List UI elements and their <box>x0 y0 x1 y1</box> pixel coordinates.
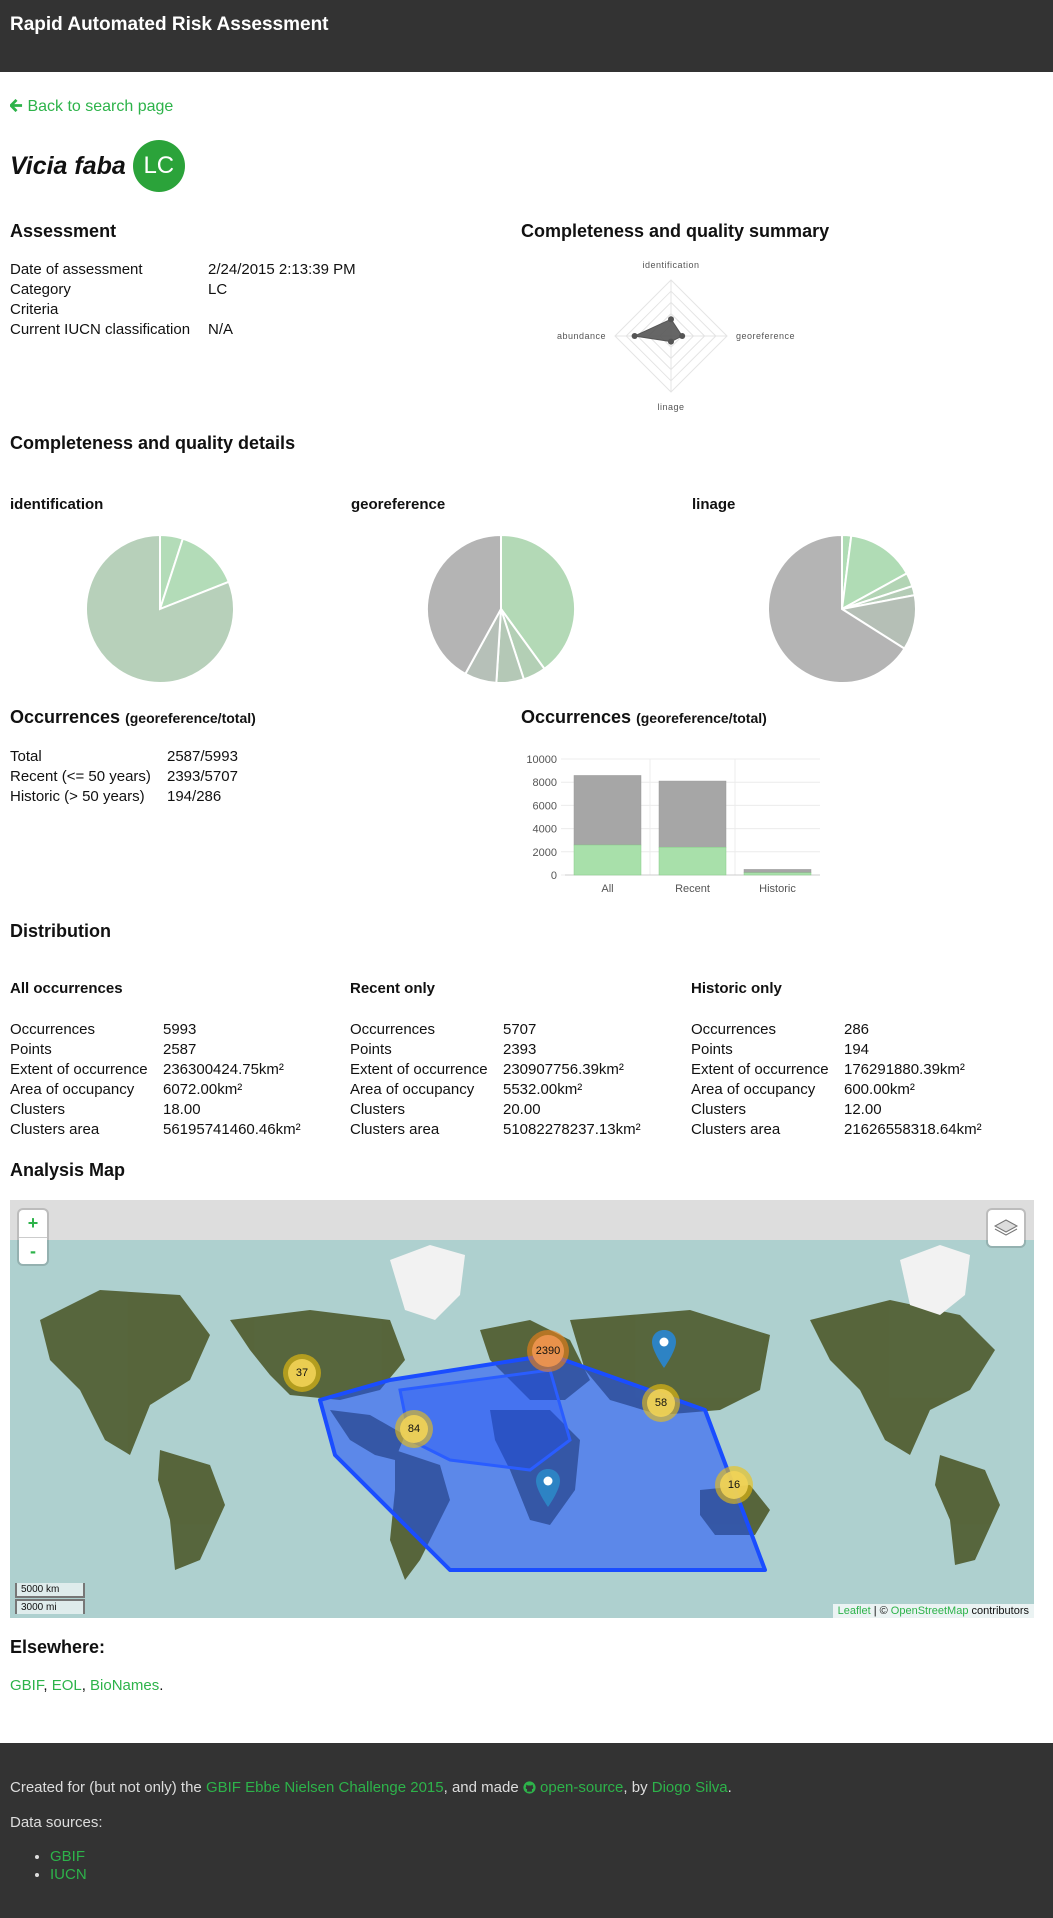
occurrences-value: 2587/5993 <box>167 748 238 765</box>
bar-segment-georeferenced <box>574 845 641 875</box>
distribution-row <box>350 1081 651 1101</box>
distribution-label: Points <box>10 1041 52 1058</box>
bar-y-tick-label: 10000 <box>526 754 557 766</box>
radar-axis-label: georeference <box>736 331 796 341</box>
assessment-row <box>10 261 366 281</box>
distribution-value: 5707 <box>503 1021 537 1038</box>
leaflet-link[interactable]: Leaflet <box>837 1605 871 1617</box>
cluster-count: 58 <box>647 1389 675 1417</box>
analysis-map[interactable] <box>10 1200 1034 1618</box>
distribution-value: 18.00 <box>163 1101 201 1118</box>
distribution-row <box>10 1081 311 1101</box>
occurrences-value: 2393/5707 <box>167 768 238 785</box>
openstreetmap-link[interactable]: OpenStreetMap <box>890 1605 969 1617</box>
distribution-label: Points <box>691 1041 733 1058</box>
assessment-value: 2/24/2015 2:13:39 PM <box>208 261 356 278</box>
bar-segment-total <box>744 869 811 872</box>
map-attribution <box>833 1604 1034 1618</box>
distribution-value: 21626558318.64km² <box>844 1121 982 1138</box>
cluster-count: 84 <box>400 1415 428 1443</box>
elsewhere-heading: Elsewhere: <box>10 1637 106 1657</box>
map-heading: Analysis Map <box>10 1160 126 1180</box>
linage-pie-chart <box>767 534 917 684</box>
occurrences-label: Historic (> 50 years) <box>10 788 145 805</box>
details-heading: Completeness and quality details <box>10 433 296 453</box>
assessment-value: LC <box>208 281 228 298</box>
bar-segment-georeferenced <box>659 847 726 875</box>
data-source-item <box>50 1848 87 1866</box>
distribution-group-title: Recent only <box>350 980 436 997</box>
distribution-label: Extent of occurrence <box>10 1061 148 1078</box>
pie-title-georeference: georeference <box>351 496 446 513</box>
back-label: Back to search page <box>27 98 174 115</box>
zoom-in-button[interactable]: + <box>27 1213 39 1233</box>
distribution-row <box>10 1121 311 1141</box>
cluster-count: 2390 <box>532 1335 564 1367</box>
assessment-label: Current IUCN classification <box>10 321 191 338</box>
distribution-value: 5532.00km² <box>503 1081 583 1098</box>
distribution-label: Occurrences <box>10 1021 96 1038</box>
bar-y-tick-label: 8000 <box>532 777 557 790</box>
occurrences-table <box>10 748 248 808</box>
distribution-row <box>350 1101 651 1121</box>
radar-axis-label: linage <box>657 402 685 412</box>
footer <box>0 1743 1053 1918</box>
bionames-link[interactable]: BioNames <box>90 1677 160 1694</box>
map-scale <box>15 1583 85 1614</box>
occurrences-chart-heading <box>521 707 767 728</box>
distribution-label: Clusters <box>691 1101 747 1118</box>
distribution-row <box>10 1041 311 1061</box>
footer-text: , by <box>623 1779 648 1796</box>
assessment-value <box>208 301 366 321</box>
gbif-link[interactable]: GBIF <box>10 1677 44 1694</box>
assessment-table <box>10 261 366 341</box>
distribution-value: 56195741460.46km² <box>163 1121 301 1138</box>
github-icon <box>523 1781 536 1794</box>
assessment-label: Category <box>10 281 71 298</box>
data-source-iucn-link[interactable]: IUCN <box>50 1866 87 1883</box>
distribution-row <box>350 1041 651 1061</box>
radar-chart <box>540 255 800 415</box>
data-sources-label: Data sources: <box>10 1814 103 1831</box>
world-map-layer <box>10 1240 1034 1618</box>
georeference-pie-chart <box>426 534 576 684</box>
scale-mi: 3000 mi <box>15 1599 85 1614</box>
cluster-marker[interactable] <box>527 1330 569 1372</box>
distribution-value: 51082278237.13km² <box>503 1121 641 1138</box>
map-tiles[interactable] <box>10 1240 1034 1618</box>
distribution-label: Extent of occurrence <box>350 1061 488 1078</box>
distribution-label: Clusters <box>350 1101 406 1118</box>
distribution-heading: Distribution <box>10 921 111 941</box>
category-badge: LC <box>133 140 185 192</box>
distribution-row <box>350 1061 651 1081</box>
species-header <box>10 140 185 192</box>
distribution-value: 176291880.39km² <box>844 1061 965 1078</box>
distribution-table <box>350 1021 651 1141</box>
bar-category-label: Recent <box>675 883 710 895</box>
radar-axis-label: identification <box>642 260 700 270</box>
attribution-separator: | © <box>873 1605 888 1617</box>
bar-category-label: All <box>601 883 614 895</box>
back-to-search-link[interactable] <box>10 98 173 116</box>
cluster-marker[interactable] <box>642 1384 680 1422</box>
distribution-value: 600.00km² <box>844 1081 915 1098</box>
elsewhere-links: GBIF, EOL, BioNames. <box>10 1677 164 1694</box>
bar-y-tick-label: 6000 <box>532 800 557 813</box>
occurrences-heading <box>10 707 256 728</box>
attribution-contributors: contributors <box>971 1605 1029 1617</box>
layers-icon <box>993 1217 1019 1239</box>
bar-segment-total <box>574 775 641 845</box>
occurrences-bar-chart <box>515 748 825 903</box>
distribution-label: Clusters area <box>350 1121 440 1138</box>
distribution-row <box>350 1121 651 1141</box>
distribution-row <box>691 1061 992 1081</box>
distribution-value: 5993 <box>163 1021 197 1038</box>
distribution-label: Clusters area <box>691 1121 781 1138</box>
challenge-link[interactable]: GBIF Ebbe Nielsen Challenge 2015 <box>205 1779 444 1796</box>
assessment-heading: Assessment <box>10 221 117 241</box>
app-title: Rapid Automated Risk Assessment <box>10 14 329 35</box>
distribution-row <box>10 1061 311 1081</box>
arrow-left-icon <box>10 99 23 112</box>
cluster-marker[interactable] <box>283 1354 321 1392</box>
occurrences-subtitle: (georeference/total) <box>125 710 256 726</box>
distribution-label: Extent of occurrence <box>691 1061 829 1078</box>
distribution-row <box>691 1101 992 1121</box>
distribution-row <box>691 1021 992 1041</box>
bar-segment-total <box>659 781 726 847</box>
radar-axis-label: abundance <box>556 331 606 341</box>
cluster-count: 16 <box>720 1471 748 1499</box>
zoom-out-button[interactable]: - <box>19 1237 47 1264</box>
assessment-label: Date of assessment <box>10 261 143 278</box>
data-source-gbif-link[interactable]: GBIF <box>50 1848 86 1865</box>
distribution-value: 6072.00km² <box>163 1081 243 1098</box>
cluster-marker[interactable] <box>395 1410 433 1448</box>
occurrences-row <box>10 788 248 808</box>
layers-button[interactable] <box>988 1210 1024 1246</box>
distribution-row <box>691 1081 992 1101</box>
radar-point <box>668 339 674 345</box>
distribution-value: 2393 <box>503 1041 537 1058</box>
distribution-table <box>691 1021 992 1141</box>
distribution-label: Area of occupancy <box>691 1081 816 1098</box>
scale-km: 5000 km <box>15 1583 85 1598</box>
occurrences-chart-subtitle: (georeference/total) <box>636 710 767 726</box>
distribution-label: Clusters area <box>10 1121 100 1138</box>
bar-y-tick-label: 4000 <box>532 823 557 836</box>
open-source-link[interactable]: open-source <box>540 1779 624 1796</box>
bar-category-label: Historic <box>759 883 796 895</box>
occurrences-value: 194/286 <box>167 788 222 805</box>
occurrences-label: Total <box>10 748 42 765</box>
distribution-value: 194 <box>844 1041 870 1058</box>
data-source-item <box>50 1866 87 1884</box>
pie-title-linage: linage <box>692 496 736 513</box>
distribution-group-title: All occurrences <box>10 980 123 997</box>
radar-point <box>668 316 674 322</box>
distribution-value: 286 <box>844 1021 870 1038</box>
assessment-row <box>10 281 366 301</box>
distribution-table <box>10 1021 311 1141</box>
distribution-row <box>350 1021 651 1041</box>
assessment-row <box>10 301 366 321</box>
footer-text: Created for (but not only) the <box>10 1779 202 1796</box>
occurrences-chart-title: Occurrences <box>521 707 632 727</box>
zoom-control <box>19 1210 47 1264</box>
distribution-value: 12.00 <box>844 1101 882 1118</box>
bar-y-tick-label: 0 <box>550 870 557 882</box>
assessment-label: Criteria <box>10 301 59 318</box>
distribution-row <box>691 1121 992 1141</box>
cluster-count: 37 <box>288 1359 316 1387</box>
distribution-value: 236300424.75km² <box>163 1061 284 1078</box>
map-pin-icon[interactable] <box>651 1330 677 1370</box>
species-name: Vicia faba <box>10 151 126 180</box>
distribution-value: 20.00 <box>503 1101 541 1118</box>
distribution-value: 2587 <box>163 1041 197 1058</box>
distribution-label: Occurrences <box>350 1021 436 1038</box>
assessment-value: N/A <box>208 321 234 338</box>
assessment-row <box>10 321 366 341</box>
distribution-label: Points <box>350 1041 392 1058</box>
occurrences-title: Occurrences <box>10 707 121 727</box>
eol-link[interactable]: EOL <box>51 1677 82 1694</box>
distribution-row <box>10 1021 311 1041</box>
occurrences-row <box>10 768 248 788</box>
bar-segment-georeferenced <box>744 873 811 875</box>
pie-title-identification: identification <box>10 496 104 513</box>
distribution-label: Occurrences <box>691 1021 777 1038</box>
distribution-group-title: Historic only <box>691 980 782 997</box>
occurrences-row <box>10 748 248 768</box>
map-pin-icon[interactable] <box>535 1469 561 1509</box>
author-link[interactable]: Diogo Silva <box>651 1779 728 1796</box>
bar-y-tick-label: 2000 <box>532 846 557 859</box>
distribution-row <box>10 1101 311 1121</box>
footer-credits: Created for (but not only) the GBIF Ebbe Nielsen Challenge 2015, and made open-source, by Diogo Silva. <box>10 1779 732 1796</box>
distribution-label: Clusters <box>10 1101 66 1118</box>
occurrences-label: Recent (<= 50 years) <box>10 768 151 785</box>
cluster-marker[interactable] <box>715 1466 753 1504</box>
data-sources-list <box>50 1848 87 1884</box>
footer-text: , and made <box>443 1779 519 1796</box>
summary-heading: Completeness and quality summary <box>521 221 830 241</box>
radar-point <box>632 333 638 339</box>
top-navbar <box>0 0 1053 72</box>
distribution-value: 230907756.39km² <box>503 1061 624 1078</box>
radar-point <box>679 333 685 339</box>
radar-series-area <box>635 319 683 341</box>
distribution-label: Area of occupancy <box>350 1081 475 1098</box>
identification-pie-chart <box>85 534 235 684</box>
distribution-row <box>691 1041 992 1061</box>
distribution-label: Area of occupancy <box>10 1081 135 1098</box>
